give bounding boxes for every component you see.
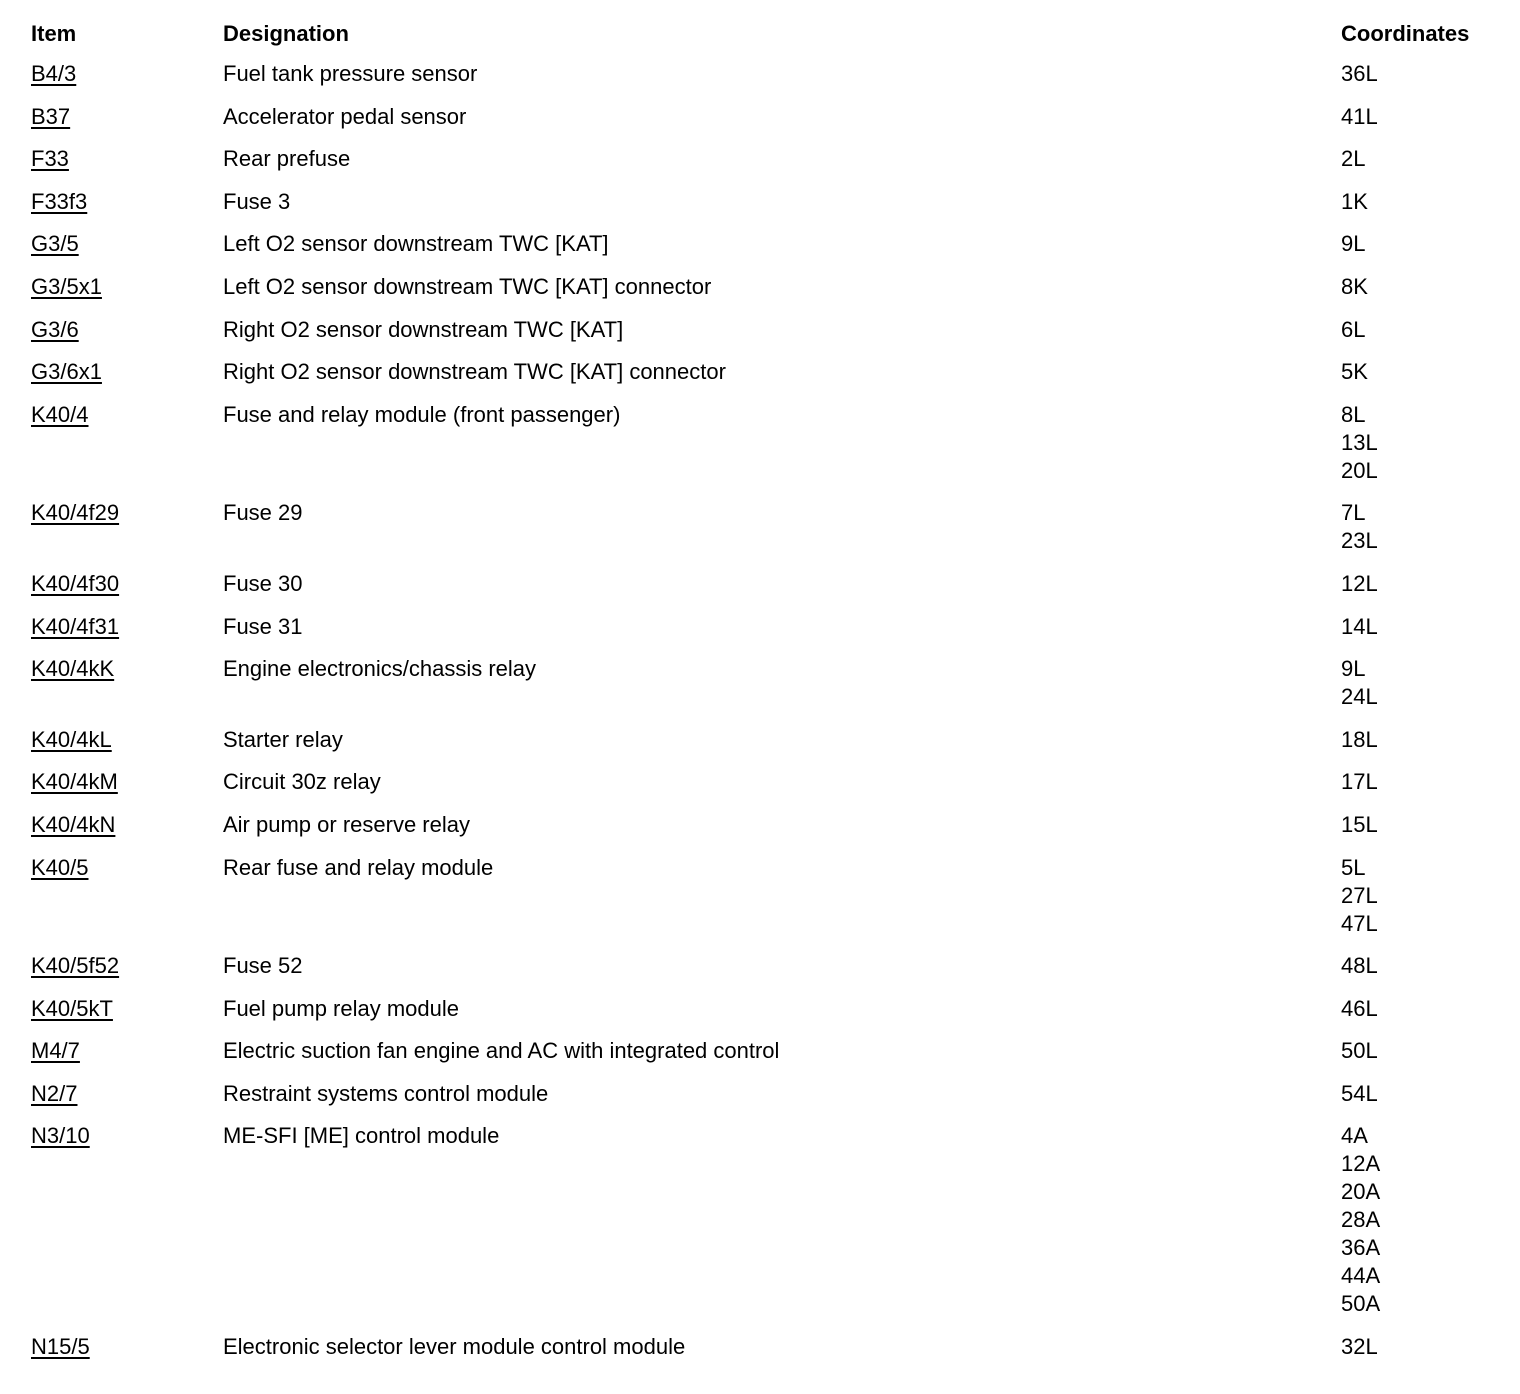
coordinates-list — [1341, 60, 1378, 88]
coordinate-value: 41L — [1341, 103, 1378, 129]
designation-text: Left O2 sensor downstream TWC [KAT] connector — [223, 273, 712, 299]
coordinates-list — [1341, 1080, 1378, 1108]
table-row — [0, 230, 1520, 258]
designation-text: Fuse 29 — [223, 500, 303, 526]
coordinate-value: 36L — [1341, 61, 1378, 86]
table-body — [0, 60, 1520, 1376]
coordinates-list — [1341, 768, 1378, 796]
table-row — [0, 103, 1520, 131]
designation-text: Electronic selector lever module control module — [223, 1334, 686, 1360]
table-row — [0, 1122, 1520, 1318]
item-link[interactable]: N15/5 — [31, 1334, 90, 1360]
item-link[interactable]: B4/3 — [31, 61, 77, 86]
item-link[interactable]: G3/6x1 — [31, 359, 102, 385]
header-coordinates: Coordinates — [1341, 21, 1470, 46]
coordinate-value: 5L — [1341, 854, 1366, 880]
coordinates-list — [1341, 1333, 1378, 1361]
coordinate-value: 2L — [1341, 146, 1366, 172]
designation-text: Fuel tank pressure sensor — [223, 61, 478, 86]
coordinate-value: 9L — [1341, 656, 1366, 682]
table-row — [0, 655, 1520, 711]
table-row — [0, 726, 1520, 754]
designation-text: Fuse 3 — [223, 188, 291, 214]
coordinates-list — [1341, 401, 1378, 485]
designation-text: Fuel pump relay module — [223, 995, 460, 1021]
table-row — [0, 358, 1520, 386]
designation-text: Starter relay — [223, 726, 343, 752]
table-row — [0, 811, 1520, 839]
coordinates-list — [1341, 613, 1378, 641]
item-link[interactable]: K40/4f31 — [31, 613, 120, 639]
coordinate-value: 44A — [1341, 1263, 1381, 1289]
item-link[interactable]: K40/4kL — [31, 726, 112, 752]
coordinates-list — [1341, 1122, 1380, 1318]
coordinates-list — [1341, 1037, 1378, 1065]
coordinates-list — [1341, 273, 1368, 301]
coordinate-value: 4A — [1341, 1123, 1368, 1149]
coordinate-value: 48L — [1341, 953, 1378, 979]
coordinate-value: 24L — [1341, 684, 1378, 710]
designation-text: Fuse 52 — [223, 953, 303, 979]
item-link[interactable]: K40/4kM — [31, 769, 118, 795]
coordinates-list — [1341, 103, 1378, 131]
item-link[interactable]: K40/5 — [31, 854, 89, 880]
table-row — [0, 273, 1520, 301]
table-row — [0, 401, 1520, 485]
coordinate-value: 12A — [1341, 1151, 1381, 1177]
item-link[interactable]: K40/5f52 — [31, 953, 120, 979]
coordinates-list — [1341, 188, 1368, 216]
coordinates-list — [1341, 655, 1378, 711]
table-row — [0, 145, 1520, 173]
table-row — [0, 768, 1520, 796]
table-row — [0, 499, 1520, 555]
table-row — [0, 1080, 1520, 1108]
table-row — [0, 570, 1520, 598]
coordinate-value: 46L — [1341, 995, 1378, 1021]
coordinate-value: 50L — [1341, 1038, 1378, 1064]
table-row — [0, 1037, 1520, 1065]
designation-text: Air pump or reserve relay — [223, 811, 470, 837]
designation-text: ME-SFI [ME] control module — [223, 1123, 500, 1149]
table-row — [0, 188, 1520, 216]
coordinate-value: 36A — [1341, 1235, 1381, 1261]
designation-text: Engine electronics/chassis relay — [223, 656, 537, 682]
coordinate-value: 12L — [1341, 570, 1378, 596]
item-link[interactable]: K40/4f29 — [31, 500, 120, 526]
coordinate-value: 20A — [1341, 1179, 1381, 1205]
header-designation: Designation — [223, 21, 349, 46]
coordinate-value: 50A — [1341, 1291, 1381, 1317]
coordinate-value: 8K — [1341, 273, 1368, 299]
coordinate-value: 32L — [1341, 1334, 1378, 1360]
coordinate-value: 13L — [1341, 429, 1378, 455]
designation-text: Right O2 sensor downstream TWC [KAT] connector — [223, 359, 726, 385]
designation-text: Left O2 sensor downstream TWC [KAT] — [223, 231, 609, 257]
table-header — [0, 18, 1520, 50]
designation-text: Circuit 30z relay — [223, 769, 381, 795]
table-row — [0, 613, 1520, 641]
item-link[interactable]: K40/5kT — [31, 995, 113, 1021]
coordinates-list — [1341, 316, 1365, 344]
designation-text: Right O2 sensor downstream TWC [KAT] — [223, 316, 624, 342]
coordinate-value: 1K — [1341, 188, 1368, 214]
coordinate-value: 18L — [1341, 726, 1378, 752]
designation-text: Rear fuse and relay module — [223, 854, 494, 880]
coordinates-list — [1341, 726, 1378, 754]
designation-text: Restraint systems control module — [223, 1080, 549, 1106]
coordinates-list — [1341, 854, 1378, 938]
item-link[interactable]: B37 — [31, 103, 71, 129]
coordinate-value: 28A — [1341, 1207, 1381, 1233]
coordinate-value: 14L — [1341, 613, 1378, 639]
item-link[interactable]: F33f3 — [31, 188, 88, 214]
coordinate-value: 8L — [1341, 401, 1366, 427]
coordinate-value: 6L — [1341, 316, 1366, 342]
coordinate-value: 5K — [1341, 359, 1368, 385]
coordinates-list — [1341, 358, 1368, 386]
coordinates-list — [1341, 811, 1378, 839]
item-link[interactable]: K40/4kN — [31, 811, 116, 837]
designation-text: Fuse 30 — [223, 570, 303, 596]
table-row — [0, 60, 1520, 88]
designation-text: Fuse and relay module (front passenger) — [223, 401, 621, 427]
table-row — [0, 854, 1520, 938]
item-link[interactable]: G3/6 — [31, 316, 79, 342]
coordinate-value: 20L — [1341, 457, 1378, 483]
item-link[interactable]: K40/4 — [31, 401, 89, 427]
item-link[interactable]: N3/10 — [31, 1123, 90, 1149]
coordinate-value: 17L — [1341, 769, 1378, 795]
coordinate-value: 23L — [1341, 528, 1378, 554]
coordinate-value: 7L — [1341, 500, 1366, 526]
item-link[interactable]: F33 — [31, 146, 69, 172]
item-link[interactable]: G3/5x1 — [31, 273, 102, 299]
table-row — [0, 995, 1520, 1023]
coordinate-value: 27L — [1341, 882, 1378, 908]
coordinates-list — [1341, 995, 1378, 1023]
table-row — [0, 1333, 1520, 1361]
item-link[interactable]: M4/7 — [31, 1038, 80, 1064]
coordinates-list — [1341, 952, 1378, 980]
header-item: Item — [31, 21, 77, 46]
item-link[interactable]: G3/5 — [31, 231, 79, 257]
coordinate-value: 47L — [1341, 910, 1378, 936]
coordinates-list — [1341, 145, 1365, 173]
coordinate-value: 15L — [1341, 811, 1378, 837]
table-row — [0, 316, 1520, 344]
coordinates-list — [1341, 499, 1378, 555]
designation-text: Rear prefuse — [223, 146, 351, 172]
item-link[interactable]: N2/7 — [31, 1080, 78, 1106]
designation-text: Fuse 31 — [223, 613, 303, 639]
item-link[interactable]: K40/4f30 — [31, 570, 120, 596]
coordinate-value: 9L — [1341, 231, 1366, 257]
coordinates-list — [1341, 570, 1378, 598]
designation-text: Accelerator pedal sensor — [223, 103, 467, 129]
item-link[interactable]: K40/4kK — [31, 656, 115, 682]
coordinate-value: 54L — [1341, 1080, 1378, 1106]
table-row — [0, 952, 1520, 980]
designation-text: Electric suction fan engine and AC with integrated control — [223, 1038, 780, 1064]
coordinates-list — [1341, 230, 1365, 258]
